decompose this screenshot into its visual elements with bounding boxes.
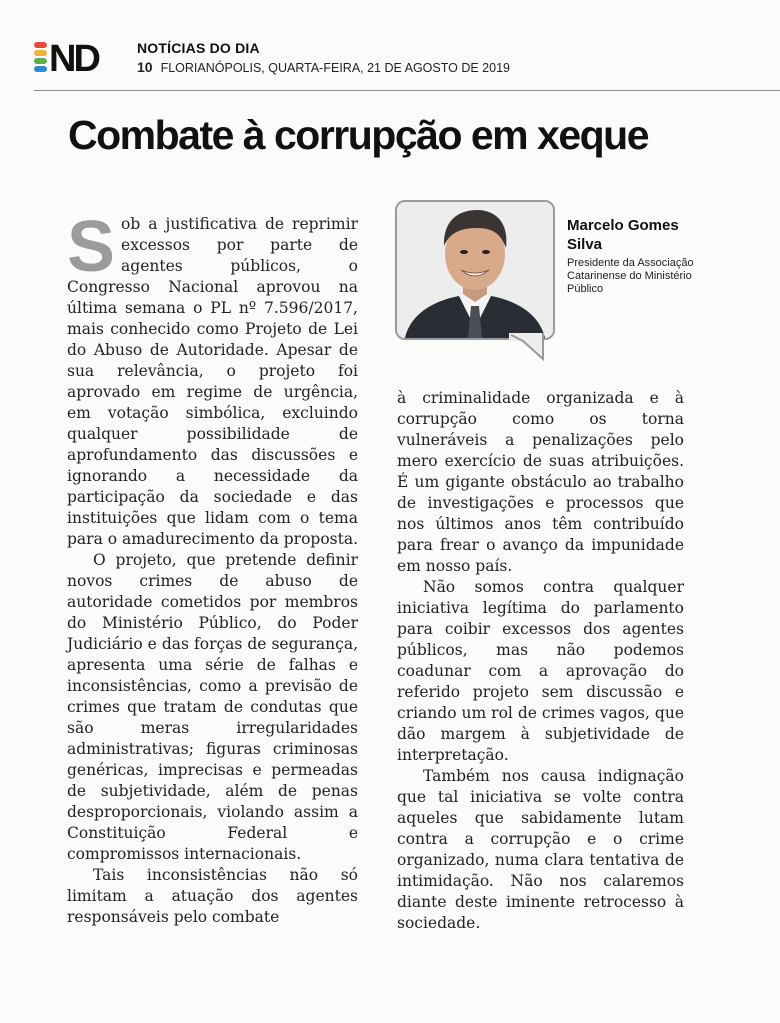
logo-stripe-yellow	[34, 50, 47, 56]
author-name	[567, 216, 679, 254]
author-portrait-icon	[397, 202, 553, 338]
page-line	[137, 59, 510, 75]
logo-stripe-red	[34, 42, 47, 48]
page-header	[0, 0, 780, 92]
paragraph-6: Também nos causa indignação que tal iniciativa se volte contra aqueles que sabidamente lutam contra a corrupção e o crime organizado, numa clara tentativa de intimidação. Não nos calaremos diante deste iminente retrocesso à sociedade.	[397, 767, 684, 932]
logo-stripe-blue	[34, 66, 47, 72]
nd-logo	[34, 38, 110, 80]
speech-bubble-tail	[507, 333, 545, 361]
page-number: 10	[137, 59, 153, 75]
article-column-1	[67, 207, 359, 928]
article-column-2	[397, 388, 684, 934]
paper-name: NOTÍCIAS DO DIA	[137, 40, 260, 56]
article-headline: Combate à corrupção em xeque	[68, 112, 649, 158]
paragraph-4: à criminalidade organizada e à corrupção como os torna vulneráveis a penalizações pelo mero exercício de suas atribuições. É um gigante obstáculo ao trabalho de investigações e processos que nos últimos anos têm contribuído para frear o avanço da impunidade em nosso país.	[397, 389, 684, 575]
paragraph-1-text: ob a justificativa de reprimir excessos por parte de agentes públicos, o Congresso Nacional aprovou na última semana o PL nº 7.596/2017, mais conhecido como Projeto de Lei do Abuso de Autoridade. Apesar de sua relevância, o projeto foi aprovado em regime de urgência, em votação simbólica, excluindo qualquer possibilidade de aprofundamento das discussões e ignorando a necessidade da participação da sociedade e das instituições que lidam com o tema para o amadurecimento da proposta.	[67, 215, 359, 548]
logo-stripe-green	[34, 58, 47, 64]
paragraph-3: Tais inconsistências não só limitam a atuação dos agentes responsáveis pelo combate	[67, 866, 358, 926]
author-photo-frame	[395, 200, 555, 340]
paragraph-5: Não somos contra qualquer iniciativa legítima do parlamento para coibir excessos dos agentes públicos, mas não podemos coadunar com a aprovação do referido projeto sem discussão e criando um rol de crimes vagos, que dão margem à subjetividade de interpretação.	[397, 578, 684, 764]
author-name-line-2: Silva	[567, 236, 603, 253]
author-box	[395, 200, 700, 360]
paragraph-2: O projeto, que pretende definir novos crimes de abuso de autoridade cometidos por membros do Ministério Público, do Poder Judiciário e das forças de segurança, apresenta uma série de falhas e inconsistências, como a previsão de crimes que tratam de condutas que são meras irregularidades administrativas; figuras criminosas genéricas, imprecisas e permeadas de subjetividade, além de penas desproporcionais, violando assim a Constituição Federal e compromissos internacionais.	[67, 551, 358, 863]
logo-text: ND	[49, 38, 98, 80]
drop-cap: S	[67, 207, 116, 287]
header-rule	[34, 90, 780, 91]
paragraph-1	[67, 207, 359, 550]
dateline: FLORIANÓPOLIS, QUARTA-FEIRA, 21 DE AGOSTO DE 2019	[160, 61, 510, 75]
author-role: Presidente da Associação Catarinense do Ministério Público	[567, 257, 694, 295]
author-name-line-1: Marcelo Gomes	[567, 217, 679, 234]
